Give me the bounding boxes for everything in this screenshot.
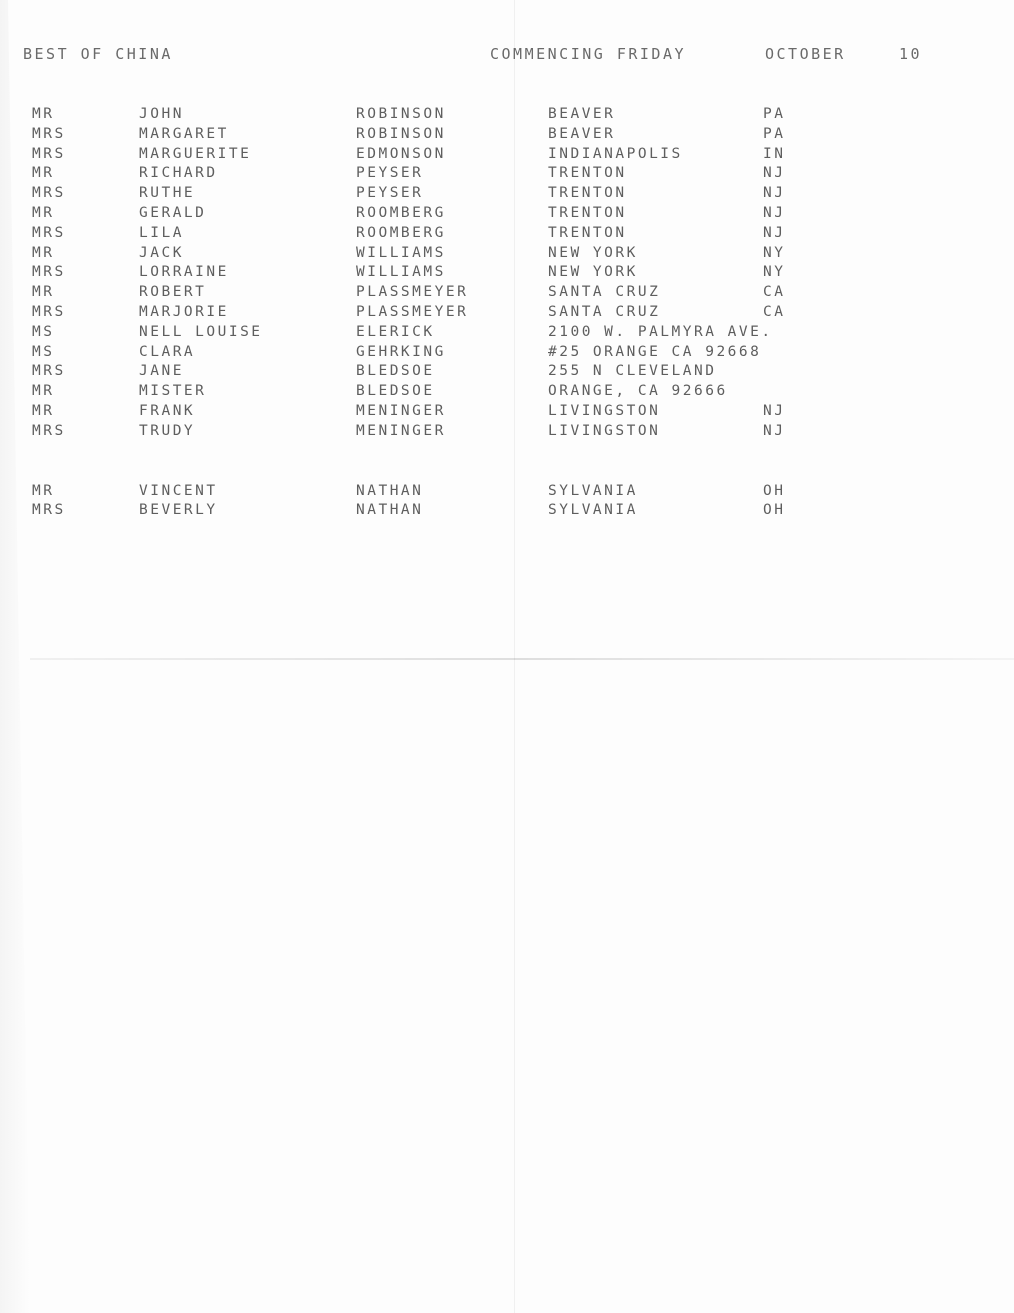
passenger-row [0,502,1014,522]
passenger-city: #25 ORANGE CA 92668 [548,343,762,360]
passenger-last-name: ROBINSON [356,106,446,122]
passenger-last-name: NATHAN [356,482,424,499]
passenger-last-name: BLEDSOE [356,363,435,380]
passenger-last-name: GEHRKING [356,343,446,360]
tour-title: BEST OF CHINA [23,45,173,63]
passenger-title: MRS [32,185,66,202]
passenger-first-name: TRUDY [139,422,196,439]
passenger-list [0,106,1014,522]
passenger-row [0,165,1014,185]
passenger-row [0,225,1014,245]
passenger-row [0,403,1014,423]
passenger-city: 2100 W. PALMYRA AVE. [548,323,773,340]
passenger-title: MRS [32,363,66,380]
passenger-state: PA [763,125,786,142]
passenger-last-name: PEYSER [356,165,424,182]
passenger-state: CA [763,284,786,301]
passenger-first-name: JANE [139,363,184,380]
passenger-city: NEW YORK [548,264,638,281]
passenger-row [0,304,1014,324]
passenger-city: BEAVER [548,106,616,122]
passenger-last-name: MENINGER [356,422,446,439]
passenger-last-name: WILLIAMS [356,244,446,261]
passenger-first-name: GERALD [139,204,207,221]
passenger-first-name: MARGUERITE [139,145,252,162]
passenger-first-name: RUTHE [139,185,196,202]
passenger-row [0,146,1014,166]
passenger-title: MRS [32,502,66,519]
day-text: 10 [899,45,923,63]
passenger-row [0,264,1014,284]
passenger-city: BEAVER [548,125,616,142]
passenger-row [0,106,1014,126]
passenger-last-name: ROBINSON [356,125,446,142]
commencing-text: COMMENCING FRIDAY [490,45,687,63]
passenger-last-name: PLASSMEYER [356,284,469,301]
passenger-state: NY [763,244,786,261]
passenger-state: IN [763,145,786,162]
passenger-city: TRENTON [548,165,627,182]
passenger-city: TRENTON [548,224,627,241]
passenger-first-name: JOHN [139,106,184,122]
passenger-title: MRS [32,303,66,320]
passenger-title: MR [32,204,55,221]
passenger-row [0,344,1014,364]
passenger-city: ORANGE, CA 92666 [548,383,728,400]
passenger-title: MRS [32,224,66,241]
passenger-first-name: BEVERLY [139,502,218,519]
passenger-row [0,324,1014,344]
passenger-state: PA [763,106,786,122]
passenger-title: MR [32,482,55,499]
passenger-first-name: MISTER [139,383,207,400]
passenger-first-name: VINCENT [139,482,218,499]
passenger-state: NJ [763,402,786,419]
passenger-last-name: PEYSER [356,185,424,202]
passenger-row [0,185,1014,205]
passenger-state: NJ [763,224,786,241]
passenger-city: TRENTON [548,204,627,221]
passenger-city: LIVINGSTON [548,422,661,439]
passenger-first-name: NELL LOUISE [139,323,263,340]
passenger-city: LIVINGSTON [548,402,661,419]
passenger-first-name: LORRAINE [139,264,229,281]
passenger-row [0,423,1014,443]
passenger-first-name: FRANK [139,402,196,419]
passenger-last-name: ELERICK [356,323,435,340]
passenger-city: NEW YORK [548,244,638,261]
passenger-first-name: MARJORIE [139,303,229,320]
passenger-state: NJ [763,165,786,182]
passenger-last-name: EDMONSON [356,145,446,162]
passenger-state: OH [763,502,786,519]
passenger-title: MRS [32,125,66,142]
passenger-last-name: BLEDSOE [356,383,435,400]
passenger-last-name: MENINGER [356,402,446,419]
passenger-row [0,126,1014,146]
passenger-row [0,245,1014,265]
passenger-last-name: PLASSMEYER [356,303,469,320]
passenger-title: MR [32,383,55,400]
passenger-row [0,483,1014,503]
passenger-title: MR [32,244,55,261]
passenger-last-name: NATHAN [356,502,424,519]
passenger-state: NJ [763,422,786,439]
group-spacer [0,443,1014,483]
passenger-last-name: WILLIAMS [356,264,446,281]
passenger-first-name: CLARA [139,343,196,360]
passenger-row [0,363,1014,383]
passenger-title: MS [32,343,55,360]
passenger-first-name: JACK [139,244,184,261]
passenger-city: INDIANAPOLIS [548,145,683,162]
passenger-row [0,284,1014,304]
passenger-city: SYLVANIA [548,482,638,499]
passenger-last-name: ROOMBERG [356,224,446,241]
passenger-city: 255 N CLEVELAND [548,363,717,380]
passenger-city: TRENTON [548,185,627,202]
passenger-state: CA [763,303,786,320]
passenger-first-name: ROBERT [139,284,207,301]
passenger-title: MS [32,323,55,340]
passenger-title: MRS [32,145,66,162]
passenger-state: NJ [763,185,786,202]
passenger-state: NJ [763,204,786,221]
passenger-first-name: RICHARD [139,165,218,182]
passenger-first-name: MARGARET [139,125,229,142]
passenger-title: MR [32,165,55,182]
passenger-title: MRS [32,422,66,439]
month-text: OCTOBER [765,45,846,63]
passenger-title: MRS [32,264,66,281]
passenger-city: SYLVANIA [548,502,638,519]
passenger-last-name: ROOMBERG [356,204,446,221]
passenger-row [0,383,1014,403]
passenger-title: MR [32,106,55,122]
passenger-state: NY [763,264,786,281]
horizontal-fold-line [30,658,1014,660]
passenger-city: SANTA CRUZ [548,303,661,320]
passenger-row [0,205,1014,225]
passenger-title: MR [32,284,55,301]
document-header [0,45,1014,65]
passenger-title: MR [32,402,55,419]
passenger-first-name: LILA [139,224,184,241]
passenger-state: OH [763,482,786,499]
passenger-city: SANTA CRUZ [548,284,661,301]
